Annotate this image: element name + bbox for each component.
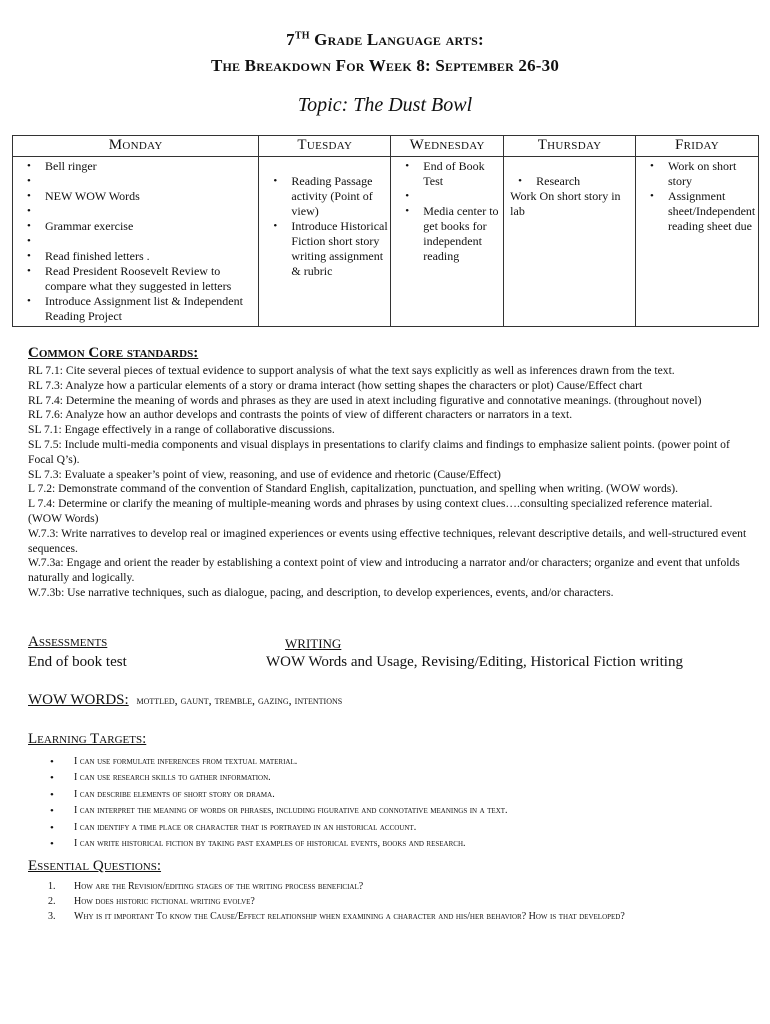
monday-item: • Read finished letters . — [13, 249, 256, 264]
wow-words-heading: WOW WORDS: — [28, 692, 129, 708]
standard-item: L 7.2: Demonstrate command of the convention of Standard English, capitalization, punctuation, and spelling when writing. (WOW words). — [28, 482, 679, 496]
wow-words-value: mottled, gaunt, tremble, gazing, intentions — [136, 693, 343, 707]
standard-item: RL 7.4: Determine the meaning of words and phrases as they are used in atext including figurative and connotative meanings. (throughout novel) — [28, 393, 702, 407]
day-header-friday: Friday — [635, 136, 758, 157]
learning-target-item: • I can describe elements of short story or drama. — [28, 787, 748, 803]
tuesday-cell — [259, 157, 391, 327]
monday-item: • Grammar exercise — [13, 219, 256, 234]
monday-cell — [13, 157, 259, 327]
weekly-schedule-table — [12, 135, 759, 327]
learning-target-item: • I can identify a time place or character that is portrayed in an historical account. — [28, 820, 748, 836]
day-header-wednesday: Wednesday — [391, 136, 504, 157]
tuesday-item: • Reading Passage activity (Point of view) — [259, 174, 388, 219]
topic: Topic: The Dust Bowl — [297, 94, 473, 116]
standards-list — [28, 364, 748, 601]
essential-question-item: 3. Why is it important To know the Cause/Effect relationship when examining a character and his/her behavior? How is that developed? — [48, 911, 625, 922]
essential-questions-list — [28, 879, 748, 924]
page-title-line1: 7TH Grade Language arts: — [286, 30, 484, 49]
standard-item: SL 7.5: Include multi-media components and visual displays in presentations to clarify claims and findings to emphasize salient points. (power point of Focal Q’s). — [28, 437, 730, 466]
wednesday-item: • End of Book Test — [391, 159, 501, 189]
page-title-line2: The Breakdown For Week 8: September 26-30 — [210, 56, 560, 75]
learning-target-item: • I can use research skills to gather information. — [28, 770, 748, 786]
standard-item: RL 7.6: Analyze how an author develops and contrasts the points of view of different characters or narrators in a text. — [28, 408, 573, 422]
monday-item: • Bell ringer — [13, 159, 256, 174]
standard-item: W.7.3a: Engage and orient the reader by establishing a context point of view and introducing a narrator and/or characters; organize and event that unfolds naturally and logically. — [28, 556, 740, 585]
learning-target-item: • I can interpret the meaning of words or phrases, including figurative and connotative meanings in a text. — [28, 803, 748, 819]
standard-item: W.7.3b: Use narrative techniques, such as dialogue, pacing, and description, to develop experiences, events, and/or characters. — [28, 585, 614, 599]
standard-item: SL 7.3: Evaluate a speaker’s point of view, reasoning, and use of evidence and rhetoric (Cause/Effect) — [28, 467, 501, 481]
standard-item: RL 7.3: Analyze how a particular elements of a story or drama interact (how setting shapes the characters or plot) Cause/Effect chart — [28, 378, 643, 392]
monday-item: • NEW WOW Words — [13, 189, 256, 204]
wow-words — [28, 692, 342, 709]
standard-item: L 7.4: Determine or clarify the meaning of multiple-meaning words and phrases by using context clues….consulting specialized reference material. (WOW Words) — [28, 497, 713, 525]
standards-heading: Common Core standards: — [28, 345, 199, 361]
assessments-heading: Assessments — [28, 634, 108, 650]
essential-questions-heading: Essential Questions: — [28, 858, 162, 874]
day-header-thursday: Thursday — [504, 136, 636, 157]
learning-targets-heading: Learning Targets: — [28, 731, 147, 747]
tuesday-item: • Introduce Historical Fiction short story writing assignment & rubric — [259, 219, 388, 279]
friday-cell — [635, 157, 758, 327]
thursday-note: Work On short story in lab — [510, 189, 621, 218]
standard-item: RL 7.1: Cite several pieces of textual evidence to support analysis of what the text says explicitly as well as inferences drawn from the text. — [28, 364, 675, 377]
wednesday-cell — [391, 157, 504, 327]
essential-question-item: 1. How are the Revision/editing stages of the writing process beneficial? — [48, 881, 364, 892]
standard-item: SL 7.1: Engage effectively in a range of collaborative discussions. — [28, 423, 335, 437]
standard-item: W.7.3: Write narratives to develop real or imagined experiences or events using effective techniques, relevant descriptive details, and well-structured event sequences. — [28, 526, 747, 555]
writing-heading: WRITING — [285, 636, 342, 651]
essential-question-item: 2. How does historic fictional writing evolve? — [48, 896, 255, 907]
assessments-value: End of book test — [28, 654, 127, 670]
day-header-tuesday: Tuesday — [259, 136, 391, 157]
learning-targets-list — [28, 754, 748, 852]
learning-target-item: • I can use formulate inferences from textual material. — [28, 754, 748, 770]
friday-item: • Assignment sheet/Independent reading sheet due — [636, 189, 756, 234]
thursday-cell — [504, 157, 636, 327]
writing-value: WOW Words and Usage, Revising/Editing, Historical Fiction writing — [266, 654, 683, 670]
thursday-item: • Research — [504, 174, 633, 189]
monday-item: • Introduce Assignment list & Independent Reading Project — [13, 294, 256, 324]
day-header-monday: Monday — [13, 136, 259, 157]
learning-target-item: • I can write historical fiction by taking past examples of historical events, books and research. — [28, 836, 748, 852]
wednesday-item: • Media center to get books for independent reading — [391, 204, 501, 264]
monday-item: • Read President Roosevelt Review to compare what they suggested in letters — [13, 264, 256, 294]
friday-item: • Work on short story — [636, 159, 756, 189]
